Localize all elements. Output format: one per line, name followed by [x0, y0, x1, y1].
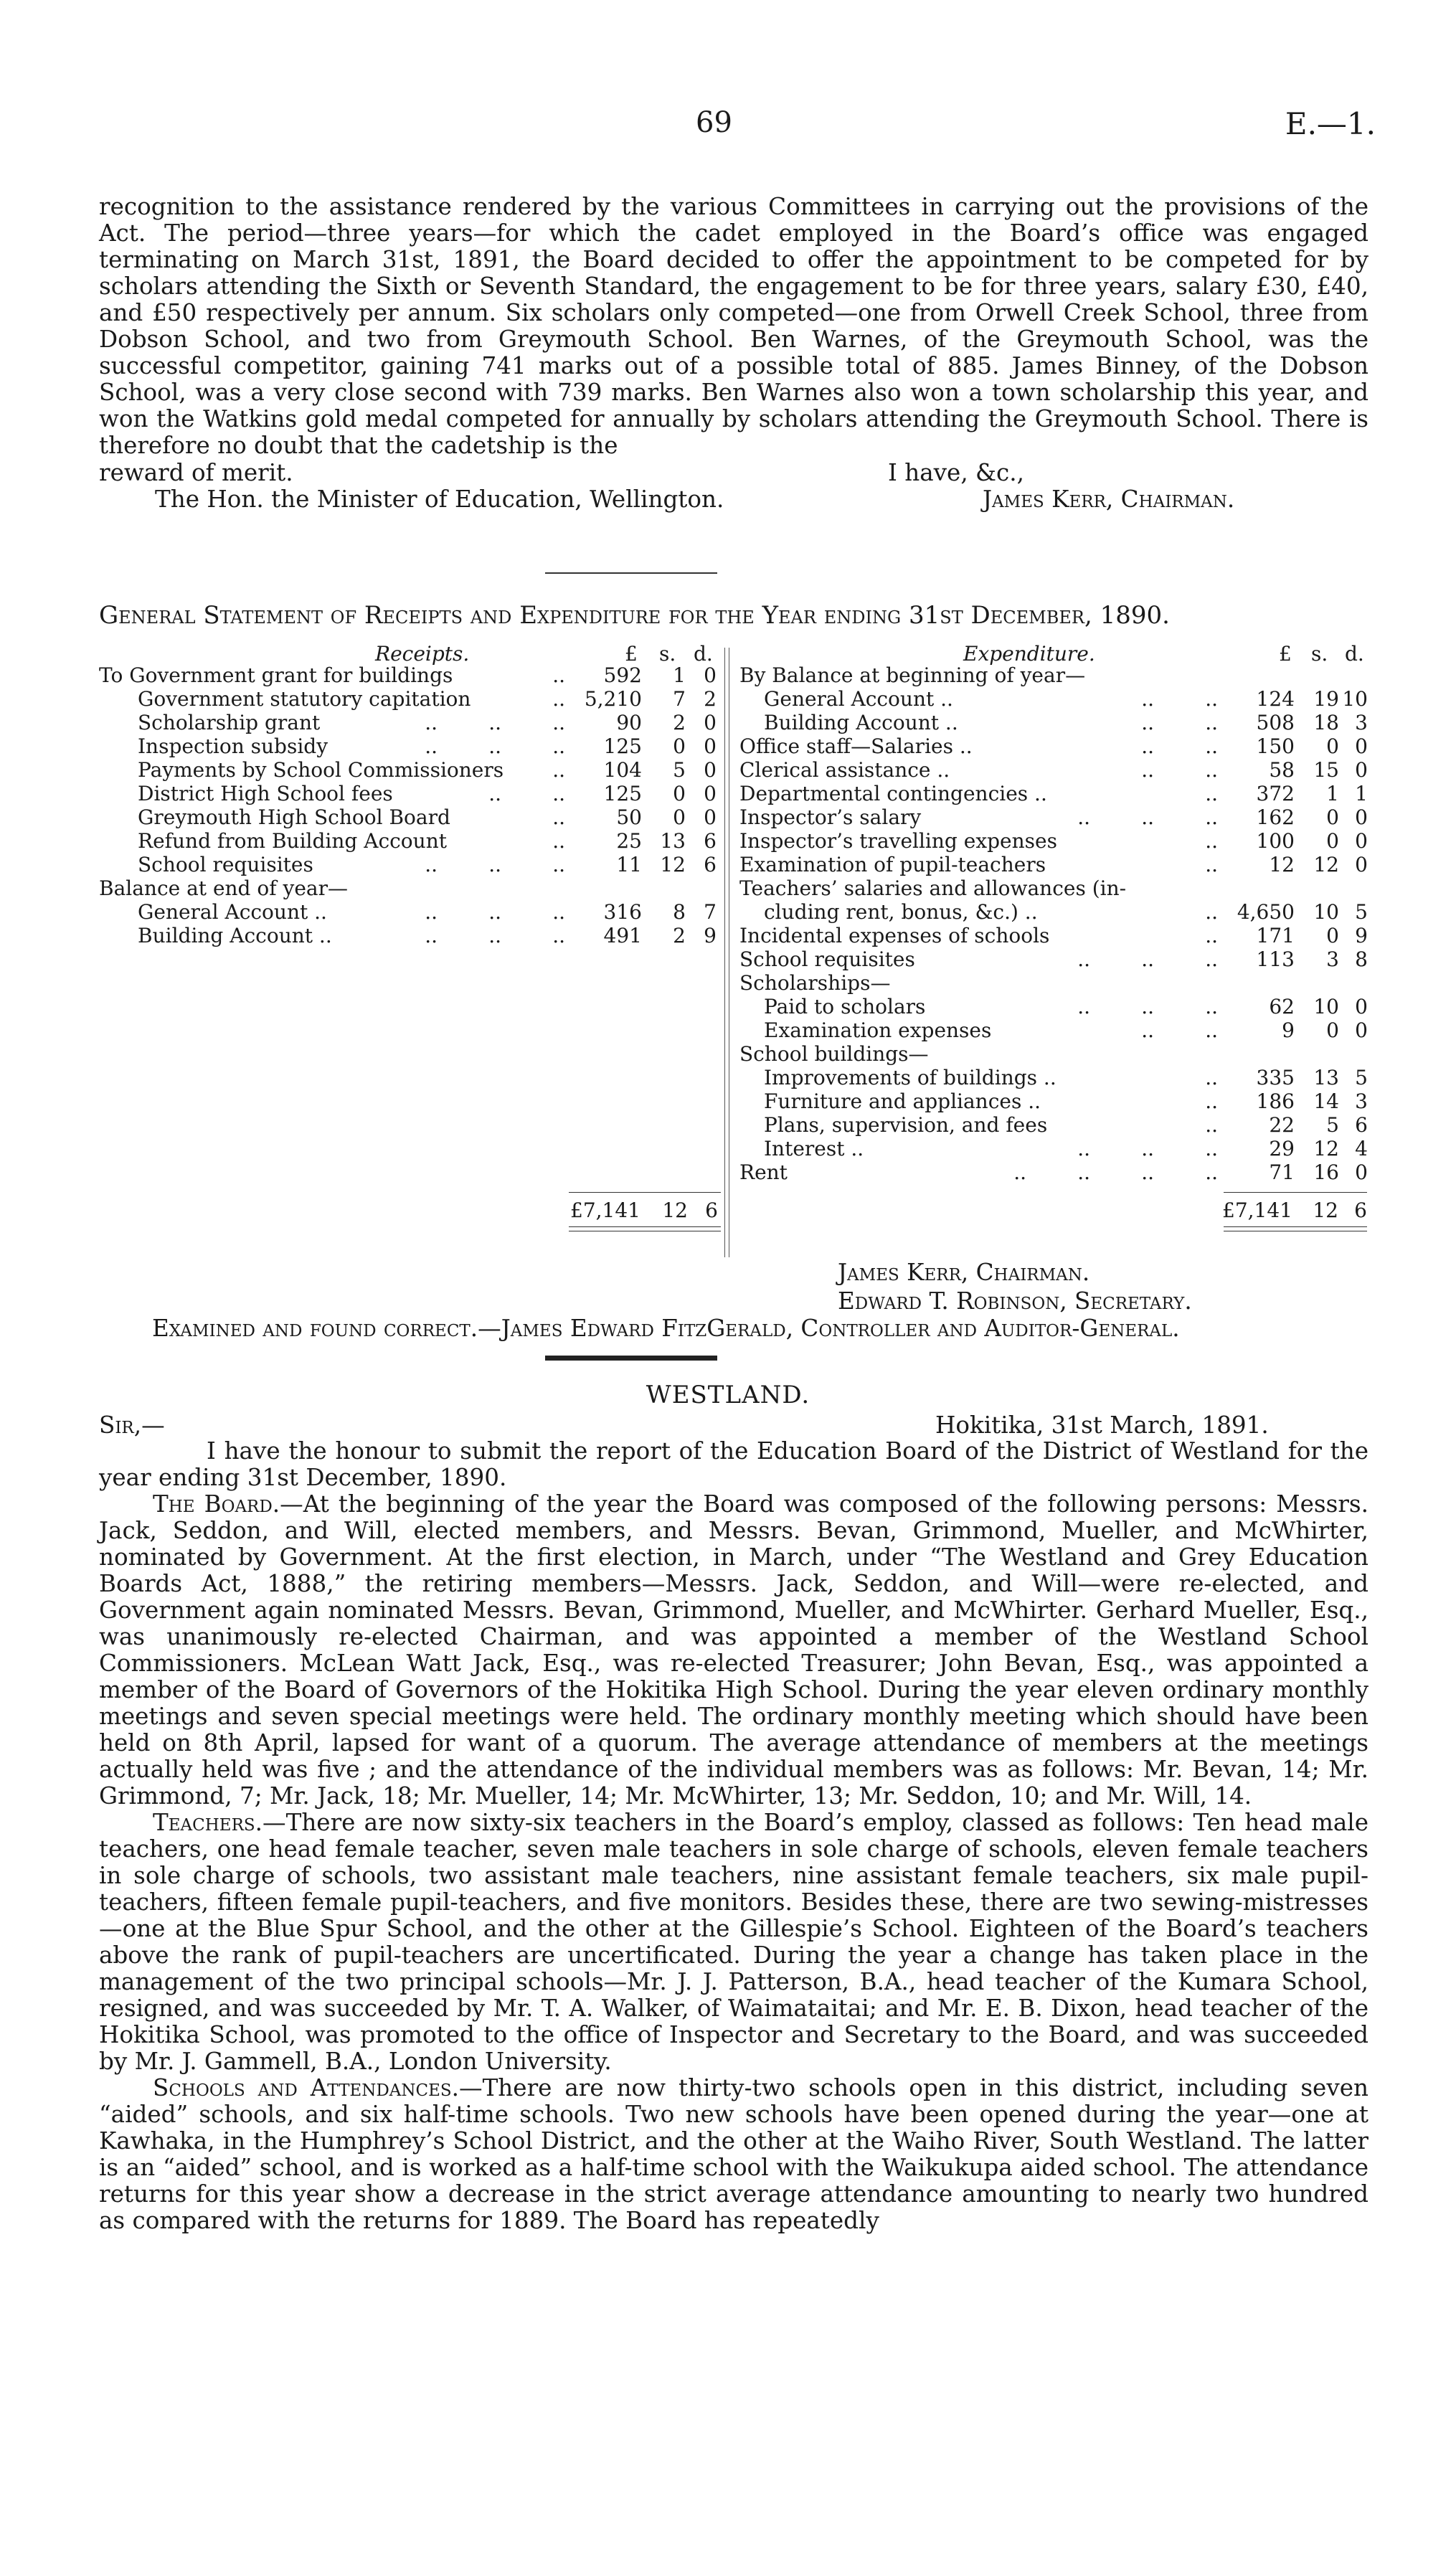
receipts-pounds-header: £ [625, 642, 638, 666]
receipts-label: Building Account .. [138, 924, 332, 947]
document-reference: E.—1. [1285, 106, 1376, 141]
receipts-total-rule-bottom-1 [569, 1226, 721, 1227]
receipts-amount-pence: 0 [704, 711, 717, 734]
schools-heading: Schools and Attendances. [153, 2074, 459, 2101]
expenditure-amount-pounds: 100 [1256, 829, 1295, 853]
expenditure-amount-pounds: 62 [1269, 995, 1295, 1018]
receipts-amount-pounds: 5,210 [584, 687, 642, 711]
signatory-text: James Kerr, Chairman. [983, 486, 1235, 513]
expenditure-leader-dots: .. .. .. [1077, 947, 1218, 971]
expenditure-amount-pence: 0 [1355, 734, 1368, 758]
expenditure-leader-dots: .. .. .. [1077, 995, 1218, 1018]
expenditure-leader-dots: .. .. [1141, 758, 1218, 782]
expenditure-amount-pounds: 71 [1269, 1160, 1295, 1184]
receipts-leader-dots: .. .. [488, 782, 565, 805]
receipts-amount-shillings: 5 [673, 758, 686, 782]
receipts-label: Government statutory capitation [138, 687, 471, 711]
receipts-amount-pounds: 50 [616, 805, 642, 829]
expenditure-amount-pence: 5 [1355, 1066, 1368, 1089]
statement-title: General Statement of Receipts and Expenditure for the Year ending 31st December, 1890. [99, 601, 1170, 630]
receipts-amount-shillings: 0 [673, 734, 686, 758]
receipts-amount-pence: 0 [704, 758, 717, 782]
receipts-total-pence: 6 [705, 1198, 718, 1222]
expenditure-amount-shillings: 13 [1313, 1066, 1339, 1089]
receipts-total [569, 1198, 721, 1222]
receipts-amount-shillings: 8 [673, 900, 686, 924]
receipts-amount-pence: 0 [704, 805, 717, 829]
receipts-amount-pounds: 90 [616, 711, 642, 734]
receipts-label: Balance at end of year— [99, 876, 348, 900]
board-paragraph [99, 1491, 1368, 1810]
receipts-label: School requisites [138, 853, 313, 876]
accounts-table [99, 642, 1368, 1259]
expenditure-total-rule-bottom-1 [1224, 1226, 1367, 1227]
expenditure-amount-shillings: 18 [1313, 711, 1339, 734]
receipts-amount-pounds: 592 [603, 663, 642, 687]
expenditure-amount-pence: 0 [1355, 995, 1368, 1018]
intro-paragraph: recognition to the assistance rendered by the various Committees in carrying out the provisions of the Act. The period—three years—for which the cadet employed in the Board’s office was engaged terminating on March 31st, 1891, the Board decided to offer the appointment to be competed for by scholars attending the Sixth or Seventh Standard, the engagement to be for three years, salary £30, £40, and £50 respectively per annum. Six scholars only competed—one from Orwell Creek School, three from Dobson School, and two from Greymouth School. Ben Warnes, of the Greymouth School, was the successful competitor, gaining 741 marks out of a possible total of 885. James Binney, of the Dobson School, was a very close second with 739 marks. Ben Warnes also won a town scholarship this year, and won the Watkins gold medal competed for annually by scholars attending the Greymouth School. There is therefore no doubt that the cadetship is the [99, 193, 1368, 459]
expenditure-label: Incidental expenses of schools [739, 924, 1050, 947]
expenditure-amount-pounds: 186 [1256, 1089, 1295, 1113]
thick-divider [545, 1356, 717, 1361]
receipts-leader-dots: .. [552, 829, 565, 853]
intro-section [99, 194, 1368, 512]
expenditure-amount-pence: 8 [1355, 947, 1368, 971]
expenditure-row [99, 711, 1368, 734]
expenditure-amount-shillings: 14 [1313, 1089, 1339, 1113]
expenditure-total-pence: 6 [1354, 1198, 1367, 1222]
expenditure-leader-dots: .. .. .. .. [1013, 1160, 1218, 1184]
expenditure-row [99, 1137, 1368, 1160]
expenditure-label: cluding rent, bonus, &c.) .. [764, 900, 1038, 924]
receipts-leader-dots: .. .. .. [425, 900, 565, 924]
expenditure-amount-shillings: 15 [1313, 758, 1339, 782]
expenditure-total-rule-top [1224, 1192, 1367, 1193]
receipts-label: Scholarship grant [138, 711, 321, 734]
expenditure-amount-shillings: 10 [1313, 995, 1339, 1018]
expenditure-amount-pence: 0 [1355, 805, 1368, 829]
expenditure-row [99, 758, 1368, 782]
expenditure-label: Office staff—Salaries .. [739, 734, 973, 758]
expenditure-label: Examination expenses [764, 1018, 992, 1042]
expenditure-total-shillings: 12 [1313, 1198, 1338, 1222]
expenditure-row [99, 1018, 1368, 1042]
receipts-leader-dots: .. [552, 663, 565, 687]
receipts-leader-dots: .. .. .. [425, 924, 565, 947]
receipts-leader-dots: .. .. .. [425, 853, 565, 876]
expenditure-label: Paid to scholars [764, 995, 926, 1018]
board-text: —At the beginning of the year the Board was composed of the following persons: Messrs. Jack, Seddon, and Will, elected members, and Messrs. Bevan, Grimmond, Mueller, and McWhirter, nominated by Government. At the first election, in March, under “The Westland and Grey Education Boards Act, 1888,” the retiring members—Messrs. Jack, Seddon, and Will—were re-elected, and Government again nominated Messrs. Bevan, Grimmond, Mueller, and McWhirter. Gerhard Mueller, Esq., was unanimously re-elected Chairman, and was appointed a member of the Westland School Commissioners. McLean Watt Jack, Esq., was re-elected Treasurer; John Bevan, Esq., was appointed a member of the Board of Governors of the Hokitika High School. During the year eleven ordinary monthly meetings and seven special meetings were held. The ordinary monthly meeting which should have been held on 8th April, lapsed for want of a quorum. The average attendance of members at the meetings actually held was five ; and the attendance of the individual members was as follows: Mr. Bevan, 14; Mr. Grimmond, 7; Mr. Jack, 18; Mr. Mueller, 14; Mr. McWhirter, 13; Mr. Seddon, 10; and Mr. Will, 14. [99, 1490, 1369, 1810]
expenditure-row [99, 1160, 1368, 1184]
expenditure-leader-dots: .. [1205, 924, 1218, 947]
expenditure-label: School requisites [739, 947, 915, 971]
expenditure-leader-dots: .. [1205, 853, 1218, 876]
expenditure-row [99, 829, 1368, 853]
expenditure-amount-pence: 9 [1355, 924, 1368, 947]
expenditure-amount-pounds: 124 [1256, 687, 1295, 711]
secretary-signature: Edward T. Robinson, Secretary. [838, 1287, 1192, 1315]
receipts-header: Receipts. [375, 642, 470, 666]
expenditure-leader-dots: .. .. .. [1077, 1137, 1218, 1160]
receipts-amount-pounds: 25 [616, 829, 642, 853]
receipts-amount-shillings: 2 [673, 711, 686, 734]
expenditure-amount-shillings: 16 [1313, 1160, 1339, 1184]
receipts-amount-shillings: 2 [673, 924, 686, 947]
expenditure-row [99, 1042, 1368, 1066]
expenditure-label: Furniture and appliances .. [764, 1089, 1041, 1113]
expenditure-label: Teachers’ salaries and allowances (in- [739, 876, 1127, 900]
expenditure-label: Improvements of buildings .. [764, 1066, 1056, 1089]
expenditure-amount-pounds: 162 [1256, 805, 1295, 829]
board-heading: The Board. [153, 1490, 280, 1518]
receipts-label: Inspection subsidy [138, 734, 328, 758]
receipts-amount-shillings: 1 [673, 663, 686, 687]
teachers-heading: Teachers. [153, 1809, 263, 1836]
receipts-label: General Account .. [138, 900, 327, 924]
receipts-total-shillings: 12 [662, 1198, 688, 1222]
receipts-label: To Government grant for buildings [99, 663, 453, 687]
expenditure-row [99, 900, 1368, 924]
expenditure-row [99, 853, 1368, 876]
receipts-label: Refund from Building Account [138, 829, 447, 853]
salutation-line [99, 1411, 1368, 1438]
receipts-amount-pounds: 125 [603, 734, 642, 758]
expenditure-leader-dots: .. [1205, 1113, 1218, 1137]
expenditure-label: Departmental contingencies .. [739, 782, 1047, 805]
expenditure-amount-pounds: 508 [1256, 711, 1295, 734]
expenditure-row [99, 734, 1368, 758]
expenditure-header: Expenditure. [963, 642, 1095, 666]
expenditure-label: Inspector’s salary [739, 805, 922, 829]
expenditure-amount-pence: 3 [1355, 711, 1368, 734]
expenditure-row [99, 782, 1368, 805]
expenditure-amount-pence: 1 [1355, 782, 1368, 805]
expenditure-amount-shillings: 0 [1326, 734, 1339, 758]
place-date: Hokitika, 31st March, 1891. [935, 1411, 1269, 1439]
expenditure-leader-dots: .. [1205, 1066, 1218, 1089]
expenditure-amount-shillings: 12 [1313, 1137, 1339, 1160]
expenditure-amount-pence: 5 [1355, 900, 1368, 924]
expenditure-label: Examination of pupil-teachers [739, 853, 1046, 876]
teachers-text: —There are now sixty-six teachers in the Board’s employ, classed as follows: Ten head male teachers, one head female teacher, seven male teachers in sole charge of schools, eleven female teachers in sole charge of schools, two assistant male teachers, nine assistant female teachers, six male pupil-teachers, fifteen female pupil-teachers, and five monitors. Besides these, there are two sewing-mistresses—one at the Blue Spur School, and the other at the Gillespie’s School. Eighteen of the Board’s teachers above the rank of pupil-teachers are uncertificated. During the year a change has taken place in the management of the two principal schools—Mr. J. J. Patterson, B.A., head teacher of the Kumara School, resigned, and was succeeded by Mr. T. A. Walker, of Waimataitai; and Mr. E. B. Dixon, head teacher of the Hokitika School, was promoted to the office of Inspector and Secretary to the Board, and was succeeded by Mr. J. Gammell, B.A., London University. [99, 1809, 1368, 2075]
receipts-amount-pounds: 11 [616, 853, 642, 876]
receipts-shillings-header: s. [659, 642, 676, 666]
expenditure-amount-pounds: 150 [1256, 734, 1295, 758]
receipts-total-pounds: £7,141 [570, 1198, 640, 1222]
receipts-leader-dots: .. [552, 805, 565, 829]
expenditure-row [99, 924, 1368, 947]
chairman-signature: James Kerr, Chairman. [838, 1259, 1090, 1286]
expenditure-leader-dots: .. .. [1141, 711, 1218, 734]
expenditure-amount-pence: 0 [1355, 829, 1368, 853]
expenditure-amount-shillings: 0 [1326, 805, 1339, 829]
salutation: Sir,— [99, 1411, 165, 1439]
expenditure-amount-pence: 0 [1355, 1160, 1368, 1184]
expenditure-label: Clerical assistance .. [739, 758, 950, 782]
expenditure-label: Rent [739, 1160, 788, 1184]
expenditure-label: Inspector’s travelling expenses [739, 829, 1057, 853]
receipts-amount-pence: 2 [704, 687, 717, 711]
expenditure-amount-shillings: 1 [1326, 782, 1339, 805]
receipts-total-rule-top [569, 1192, 721, 1193]
expenditure-shillings-header: s. [1311, 642, 1328, 666]
addressee-line [99, 486, 1368, 512]
expenditure-leader-dots: .. [1205, 900, 1218, 924]
receipts-amount-pence: 0 [704, 734, 717, 758]
expenditure-total [1224, 1198, 1367, 1222]
expenditure-amount-pence: 0 [1355, 853, 1368, 876]
expenditure-leader-dots: .. .. .. [1077, 805, 1218, 829]
expenditure-row [99, 947, 1368, 971]
expenditure-leader-dots: .. .. [1141, 734, 1218, 758]
receipts-leader-dots: .. [552, 687, 565, 711]
expenditure-amount-shillings: 12 [1313, 853, 1339, 876]
expenditure-row [99, 663, 1368, 687]
expenditure-row [99, 1066, 1368, 1089]
receipts-amount-shillings: 13 [660, 829, 686, 853]
receipts-amount-pounds: 104 [603, 758, 642, 782]
expenditure-leader-dots: .. [1205, 782, 1218, 805]
expenditure-amount-pounds: 58 [1269, 758, 1295, 782]
expenditure-label: School buildings— [739, 1042, 929, 1066]
expenditure-amount-shillings: 0 [1326, 829, 1339, 853]
expenditure-pounds-header: £ [1279, 642, 1292, 666]
expenditure-label: Interest .. [764, 1137, 864, 1160]
expenditure-leader-dots: .. .. [1141, 687, 1218, 711]
expenditure-amount-pounds: 113 [1256, 947, 1295, 971]
expenditure-amount-pounds: 9 [1282, 1018, 1295, 1042]
expenditure-row [99, 876, 1368, 900]
receipts-amount-shillings: 0 [673, 782, 686, 805]
expenditure-amount-pounds: 171 [1256, 924, 1295, 947]
expenditure-label: Scholarships— [739, 971, 891, 995]
expenditure-amount-shillings: 0 [1326, 1018, 1339, 1042]
expenditure-amount-shillings: 0 [1326, 924, 1339, 947]
receipts-amount-shillings: 7 [673, 687, 686, 711]
westland-title: WESTLAND. [646, 1381, 810, 1409]
receipts-pence-header: d. [694, 642, 713, 666]
expenditure-amount-pence: 6 [1355, 1113, 1368, 1137]
expenditure-amount-pounds: 29 [1269, 1137, 1295, 1160]
expenditure-leader-dots: .. [1205, 1089, 1218, 1113]
expenditure-row [99, 1113, 1368, 1137]
page-header [0, 106, 1456, 149]
expenditure-row [99, 971, 1368, 995]
expenditure-amount-pence: 0 [1355, 758, 1368, 782]
teachers-paragraph [99, 1810, 1368, 2075]
expenditure-amount-shillings: 3 [1326, 947, 1339, 971]
reward-line [99, 459, 1368, 486]
westland-section [99, 1411, 1368, 2234]
receipts-amount-pence: 6 [704, 829, 717, 853]
receipts-amount-pounds: 125 [603, 782, 642, 805]
expenditure-pence-header: d. [1345, 642, 1364, 666]
expenditure-label: By Balance at beginning of year— [739, 663, 1086, 687]
intro-report-paragraph: I have the honour to submit the report of the Education Board of the District of Westland for the year ending 31st December, 1890. [99, 1437, 1368, 1491]
section-divider [545, 572, 717, 574]
expenditure-label: Building Account .. [764, 711, 958, 734]
receipts-leader-dots: .. .. .. [425, 711, 565, 734]
expenditure-amount-pence: 0 [1355, 1018, 1368, 1042]
page-number: 69 [696, 106, 732, 139]
receipts-amount-pence: 0 [704, 663, 717, 687]
expenditure-amount-shillings: 19 [1313, 687, 1339, 711]
expenditure-amount-pounds: 12 [1269, 853, 1295, 876]
receipts-amount-pounds: 491 [603, 924, 642, 947]
expenditure-row [99, 995, 1368, 1018]
reward-text: reward of merit. [99, 459, 293, 486]
expenditure-amount-shillings: 10 [1313, 900, 1339, 924]
examined-statement: Examined and found correct.—James Edward FitzGerald, Controller and Auditor-General. [152, 1315, 1180, 1342]
expenditure-amount-pence: 4 [1355, 1137, 1368, 1160]
expenditure-amount-pence: 3 [1355, 1089, 1368, 1113]
receipts-amount-pounds: 316 [603, 900, 642, 924]
expenditure-amount-shillings: 5 [1326, 1113, 1339, 1137]
receipts-label: Greymouth High School Board [138, 805, 450, 829]
receipts-amount-pence: 7 [704, 900, 717, 924]
expenditure-leader-dots: .. [1205, 829, 1218, 853]
expenditure-row [99, 1089, 1368, 1113]
receipts-amount-pence: 9 [704, 924, 717, 947]
expenditure-label: Plans, supervision, and fees [764, 1113, 1048, 1137]
schools-text: —There are now thirty-two schools open in this district, including seven “aided” schools, and six half-time schools. Two new schools have been opened during the year—one at Kawhaka, in the Humphrey’s School District, and the other at the Waiho River, South Westland. The latter is an “aided” school, and is worked as a half-time school with the Waikukupa aided school. The attendance returns for this year show a decrease in the strict average attendance amounting to nearly two hundred as compared with the returns for 1889. The Board has repeatedly [99, 2074, 1368, 2234]
expenditure-row [99, 805, 1368, 829]
schools-paragraph [99, 2075, 1368, 2234]
addressee-text: The Hon. the Minister of Education, Wellington. [155, 486, 724, 513]
expenditure-amount-pounds: 4,650 [1237, 900, 1295, 924]
expenditure-total-pounds: £7,141 [1222, 1198, 1292, 1222]
expenditure-leader-dots: .. .. [1141, 1018, 1218, 1042]
expenditure-amount-pounds: 335 [1256, 1066, 1295, 1089]
expenditure-amount-pounds: 22 [1269, 1113, 1295, 1137]
expenditure-row [99, 687, 1368, 711]
receipts-leader-dots: .. [552, 758, 565, 782]
expenditure-amount-pence: 10 [1342, 687, 1368, 711]
receipts-amount-pence: 0 [704, 782, 717, 805]
receipts-amount-shillings: 0 [673, 805, 686, 829]
receipts-leader-dots: .. .. .. [425, 734, 565, 758]
receipts-amount-shillings: 12 [660, 853, 686, 876]
i-have-text: I have, &c., [888, 459, 1024, 486]
receipts-amount-pence: 6 [704, 853, 717, 876]
expenditure-amount-pounds: 372 [1256, 782, 1295, 805]
expenditure-label: General Account .. [764, 687, 953, 711]
receipts-label: District High School fees [138, 782, 393, 805]
receipts-label: Payments by School Commissioners [138, 758, 504, 782]
